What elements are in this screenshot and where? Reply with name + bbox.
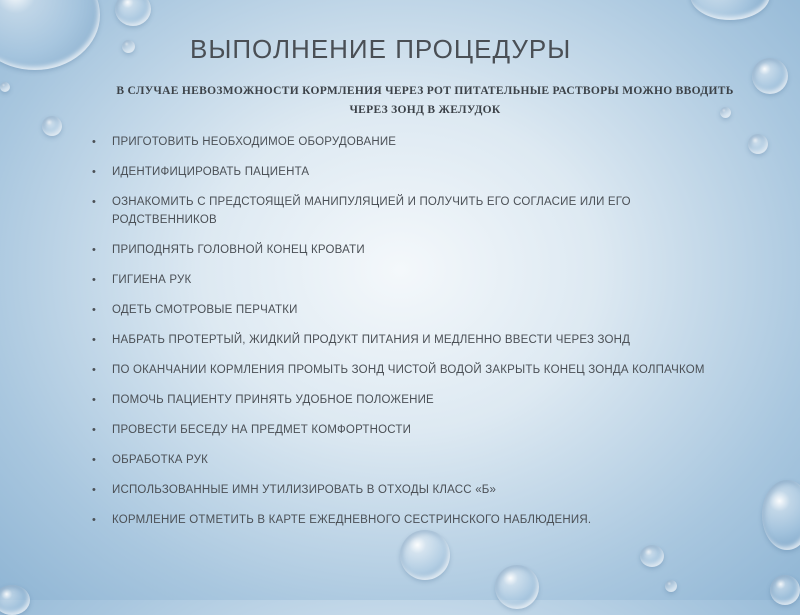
step-text: ПРИГОТОВИТЬ НЕОБХОДИМОЕ ОБОРУДОВАНИЕ bbox=[112, 136, 397, 148]
list-item bbox=[92, 391, 712, 409]
list-item bbox=[92, 301, 712, 319]
list-item bbox=[92, 193, 712, 229]
bullet-icon: • bbox=[92, 454, 97, 466]
list-item bbox=[92, 361, 712, 379]
bullet-icon: • bbox=[92, 136, 97, 148]
step-text: ПО ОКАНЧАНИИ КОРМЛЕНИЯ ПРОМЫТЬ ЗОНД ЧИСТОЙ ВОДОЙ ЗАКРЫТЬ КОНЕЦ ЗОНДА КОЛПАЧКОМ bbox=[112, 364, 705, 376]
bullet-icon: • bbox=[92, 304, 97, 316]
list-item bbox=[92, 241, 712, 259]
water-drop-decoration bbox=[495, 565, 539, 609]
step-text: ПРИПОДНЯТЬ ГОЛОВНОЙ КОНЕЦ КРОВАТИ bbox=[112, 244, 365, 256]
list-item bbox=[92, 421, 712, 439]
bullet-icon: • bbox=[92, 424, 97, 436]
bullet-icon: • bbox=[92, 514, 97, 526]
step-text: ПОМОЧЬ ПАЦИЕНТУ ПРИНЯТЬ УДОБНОЕ ПОЛОЖЕНИЕ bbox=[112, 394, 434, 406]
bullet-icon: • bbox=[92, 274, 97, 286]
water-drop-decoration bbox=[0, 82, 10, 92]
bullet-icon: • bbox=[92, 364, 97, 376]
water-drop-decoration bbox=[748, 134, 768, 154]
water-drop-decoration bbox=[640, 545, 664, 567]
slide-subtitle: В СЛУЧАЕ НЕВОЗМОЖНОСТИ КОРМЛЕНИЯ ЧЕРЕЗ РОТ ПИТАТЕЛЬНЫЕ РАСТВОРЫ МОЖНО ВВОДИТЬ ЧЕРЕЗ ЗОНД В ЖЕЛУДОК bbox=[116, 85, 734, 116]
bullet-icon: • bbox=[92, 196, 97, 208]
step-text: НАБРАТЬ ПРОТЕРТЫЙ, ЖИДКИЙ ПРОДУКТ ПИТАНИЯ И МЕДЛЕННО ВВЕСТИ ЧЕРЕЗ ЗОНД bbox=[112, 334, 631, 346]
bullet-icon: • bbox=[92, 166, 97, 178]
list-item bbox=[92, 451, 712, 469]
water-drop-decoration bbox=[762, 480, 800, 550]
water-drop-decoration bbox=[0, 585, 30, 615]
step-text: ОБРАБОТКА РУК bbox=[112, 454, 209, 466]
bullet-icon: • bbox=[92, 244, 97, 256]
water-drop-decoration bbox=[122, 40, 135, 53]
water-drop-decoration bbox=[752, 58, 788, 94]
water-drop-decoration bbox=[42, 116, 62, 136]
water-drop-decoration bbox=[690, 0, 770, 20]
slide-title: ВЫПОЛНЕНИЕ ПРОЦЕДУРЫ bbox=[190, 34, 572, 64]
list-item bbox=[92, 163, 712, 181]
bullet-icon: • bbox=[92, 394, 97, 406]
step-text: ИСПОЛЬЗОВАННЫЕ ИМН УТИЛИЗИРОВАТЬ В ОТХОДЫ КЛАСС «Б» bbox=[112, 484, 497, 496]
bullet-icon: • bbox=[92, 484, 97, 496]
water-drop-decoration bbox=[0, 0, 100, 70]
step-text: ОДЕТЬ СМОТРОВЫЕ ПЕРЧАТКИ bbox=[112, 304, 298, 316]
list-item bbox=[92, 481, 712, 499]
water-drop-decoration bbox=[665, 580, 677, 592]
step-text: ИДЕНТИФИЦИРОВАТЬ ПАЦИЕНТА bbox=[112, 166, 310, 178]
bullet-icon: • bbox=[92, 334, 97, 346]
list-item bbox=[92, 331, 712, 349]
step-text: ОЗНАКОМИТЬ С ПРЕДСТОЯЩЕЙ МАНИПУЛЯЦИЕЙ И ПОЛУЧИТЬ ЕГО СОГЛАСИЕ ИЛИ ЕГО РОДСТВЕННИКОВ bbox=[112, 196, 631, 226]
water-drop-decoration bbox=[770, 575, 800, 605]
list-item bbox=[92, 133, 712, 151]
procedure-steps-list bbox=[92, 133, 712, 541]
step-text: ГИГИЕНА РУК bbox=[112, 274, 192, 286]
water-drop-decoration bbox=[115, 0, 151, 26]
list-item bbox=[92, 511, 712, 529]
step-text: ПРОВЕСТИ БЕСЕДУ НА ПРЕДМЕТ КОМФОРТНОСТИ bbox=[112, 424, 412, 436]
list-item bbox=[92, 271, 712, 289]
step-text: КОРМЛЕНИЕ ОТМЕТИТЬ В КАРТЕ ЕЖЕДНЕВНОГО СЕСТРИНСКОГО НАБЛЮДЕНИЯ. bbox=[112, 514, 592, 526]
